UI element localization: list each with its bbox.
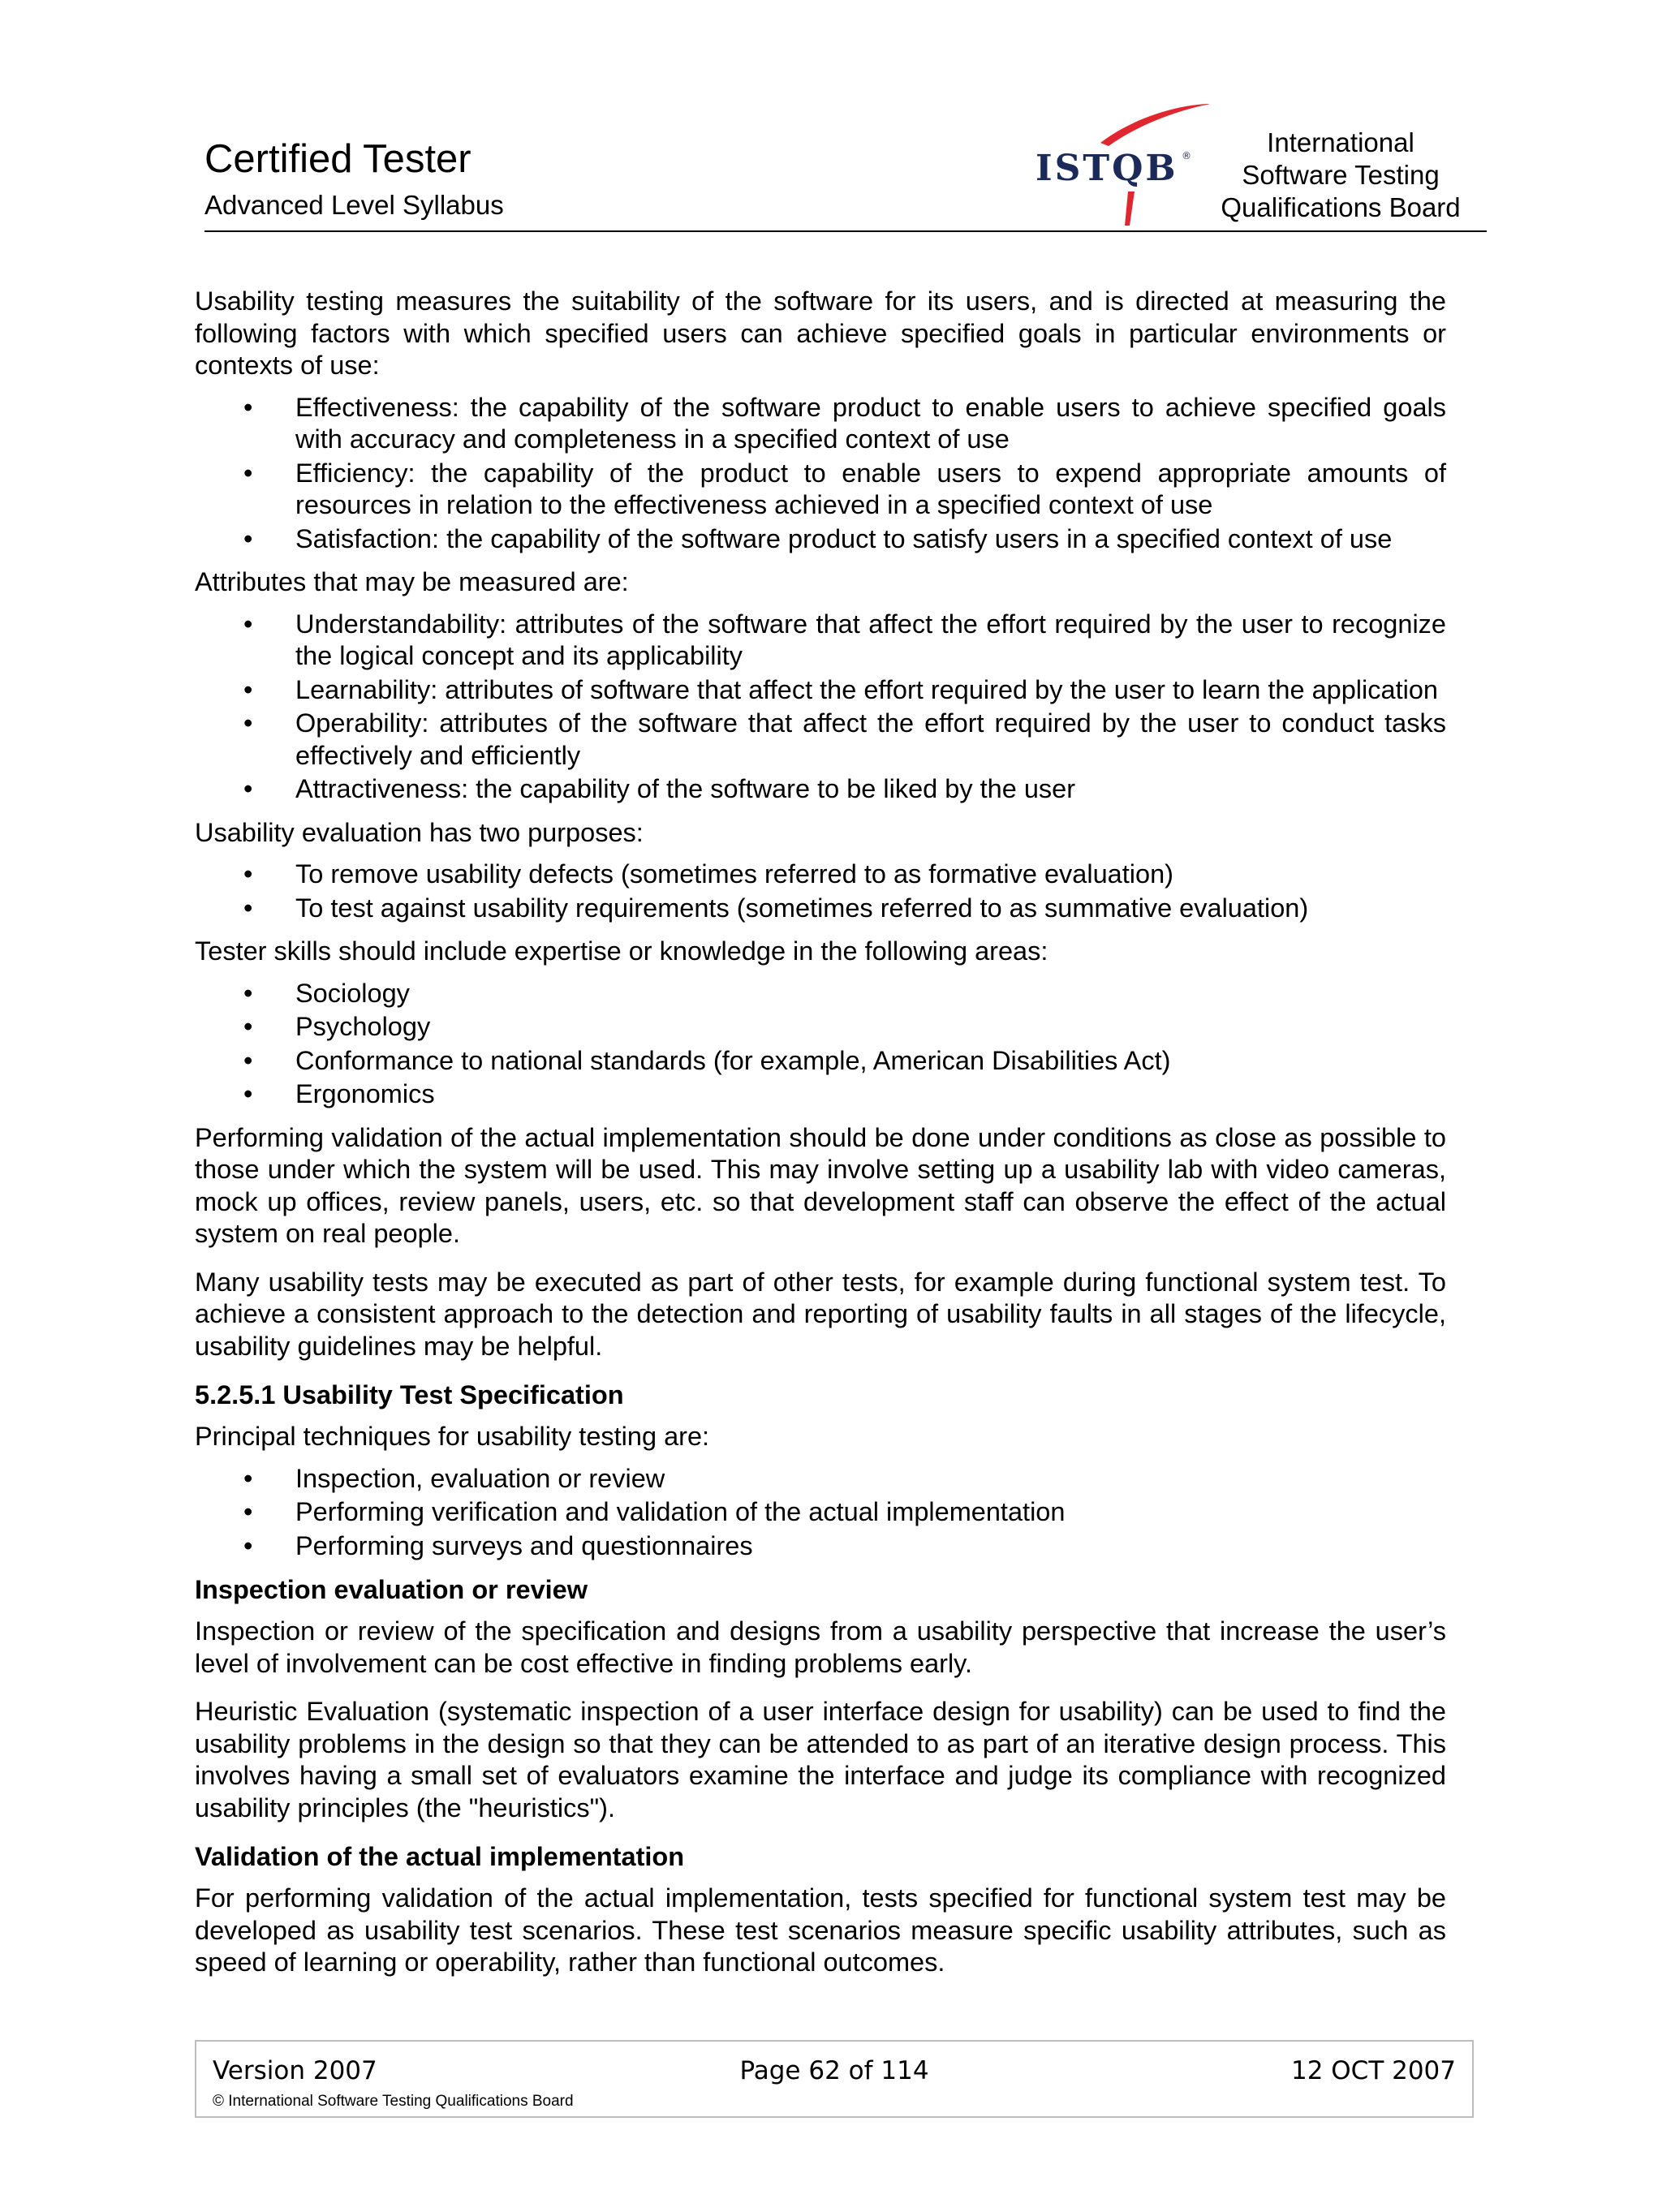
header-title: Certified Tester — [205, 137, 471, 181]
list-item: • Satisfaction: the capability of the software product to satisfy users in a specified context of use — [195, 523, 1446, 556]
list-item: • To remove usability defects (sometimes referred to as formative evaluation) — [195, 859, 1446, 891]
bullet-icon: • — [243, 708, 253, 738]
bullet-icon: • — [243, 392, 253, 422]
paragraph: Attributes that may be measured are: — [195, 567, 629, 596]
list-item: • To test against usability requirements (sometimes referred to as summative evaluation) — [195, 893, 1446, 925]
bullet-icon: • — [243, 1012, 253, 1041]
org-line-3: Qualifications Board — [1221, 192, 1461, 222]
bullet-icon: • — [243, 1045, 253, 1075]
logo-tail — [1125, 192, 1135, 226]
bullet-icon: • — [243, 458, 253, 488]
subsection-heading: Validation of the actual implementation — [195, 1842, 685, 1871]
paragraph: Tester skills should include expertise or knowledge in the following areas: — [195, 936, 1048, 966]
bullet-list — [195, 1463, 1446, 1563]
list-item: • Conformance to national standards (for example, American Disabilities Act) — [195, 1045, 1446, 1078]
bullet-icon: • — [243, 859, 253, 889]
subsection-heading: Inspection evaluation or review — [195, 1575, 588, 1604]
list-item: • Learnability: attributes of software that affect the effort required by the user to learn the application — [195, 674, 1446, 707]
bullet-icon: • — [243, 1463, 253, 1493]
bullet-icon: • — [243, 1497, 253, 1526]
section-heading: 5.2.5.1 Usability Test Specification — [195, 1380, 624, 1409]
paragraph: Principal techniques for usability testing are: — [195, 1422, 710, 1451]
page-header — [205, 104, 1487, 234]
bullet-icon: • — [243, 674, 253, 704]
bullet-icon: • — [243, 1079, 253, 1108]
header-divider — [205, 230, 1487, 232]
list-item: • Psychology — [195, 1011, 1446, 1044]
list-item: • Attractiveness: the capability of the software to be liked by the user — [195, 773, 1446, 806]
bullet-icon: • — [243, 609, 253, 639]
paragraph: For performing validation of the actual implementation, tests specified for functional system test may be developed as usability test scenarios. These test scenarios measure specific usability attributes, such as speed of learning or operability, rather than functional outcomes. — [195, 1883, 1446, 1977]
list-item: • Inspection, evaluation or review — [195, 1463, 1446, 1495]
bullet-icon: • — [243, 978, 253, 1008]
bullet-icon: • — [243, 1530, 253, 1560]
bullet-list — [195, 392, 1446, 556]
paragraph: Inspection or review of the specification and designs from a usability perspective that increase the user’s level of involvement can be cost effective in finding problems early. — [195, 1616, 1446, 1678]
footer-date: 12 OCT 2007 — [1290, 2056, 1456, 2085]
footer-copyright: © International Software Testing Qualifications Board — [213, 2093, 574, 2110]
page-footer — [195, 2040, 1474, 2118]
bullet-list — [195, 609, 1446, 806]
list-item: • Performing verification and validation of the actual implementation — [195, 1496, 1446, 1529]
list-item: • Effectiveness: the capability of the software product to enable users to achieve specified goals with accuracy and completeness in a specified context of use — [243, 392, 1446, 454]
bullet-icon: • — [243, 893, 253, 923]
logo-text: ISTQB — [1036, 148, 1178, 189]
paragraph: Usability evaluation has two purposes: — [195, 817, 644, 847]
org-line-2: Software Testing — [1242, 160, 1440, 190]
list-item: • Sociology — [195, 978, 1446, 1010]
header-subtitle: Advanced Level Syllabus — [205, 190, 504, 220]
org-line-1: International — [1267, 127, 1414, 157]
bullet-icon: • — [243, 523, 253, 553]
list-item: • Efficiency: the capability of the product to enable users to expend appropriate amounts of resources in relation to the effectiveness achieved in a specified context of use — [243, 458, 1446, 519]
list-item: • Ergonomics — [195, 1078, 1446, 1111]
paragraph: Usability testing measures the suitability of the software for its users, and is directed at measuring the following factors with which specified users can achieve specified goals in particular environments or contexts of use: — [195, 286, 1446, 380]
bullet-list — [195, 859, 1446, 924]
paragraph: Many usability tests may be executed as part of other tests, for example during functional system test. To achieve a consistent approach to the detection and reporting of usability faults in all stages of the lifecycle, usability guidelines may be helpful. — [195, 1267, 1446, 1361]
footer-page-number: Page 62 of 114 — [739, 2056, 929, 2085]
list-item: • Performing surveys and questionnaires — [195, 1530, 1446, 1563]
footer-version: Version 2007 — [213, 2056, 377, 2085]
bullet-list — [195, 978, 1446, 1111]
list-item: • Operability: attributes of the software that affect the effort required by the user to conduct tasks effectively and efficiently — [243, 708, 1446, 770]
header-organization — [1178, 127, 1503, 224]
paragraph: Heuristic Evaluation (systematic inspection of a user interface design for usability) can be used to find the usability problems in the design so that they can be attended to as part of an iterative design process. This involves having a small set of evaluators examine the interface and judge its compliance with recognized usability principles (the "heuristics"). — [195, 1697, 1446, 1823]
page-body — [195, 286, 1446, 1979]
bullet-icon: • — [243, 774, 253, 803]
paragraph: Performing validation of the actual implementation should be done under conditions as close as possible to those under which the system will be used. This may involve setting up a usability lab with video cameras, mock up offices, review panels, users, etc. so that development staff can observe the effect of the actual system on real people. — [195, 1122, 1446, 1248]
logo-registered: ® — [1182, 150, 1191, 161]
list-item: • Understandability: attributes of the software that affect the effort required by the user to recognize the logical concept and its applicability — [243, 609, 1446, 670]
